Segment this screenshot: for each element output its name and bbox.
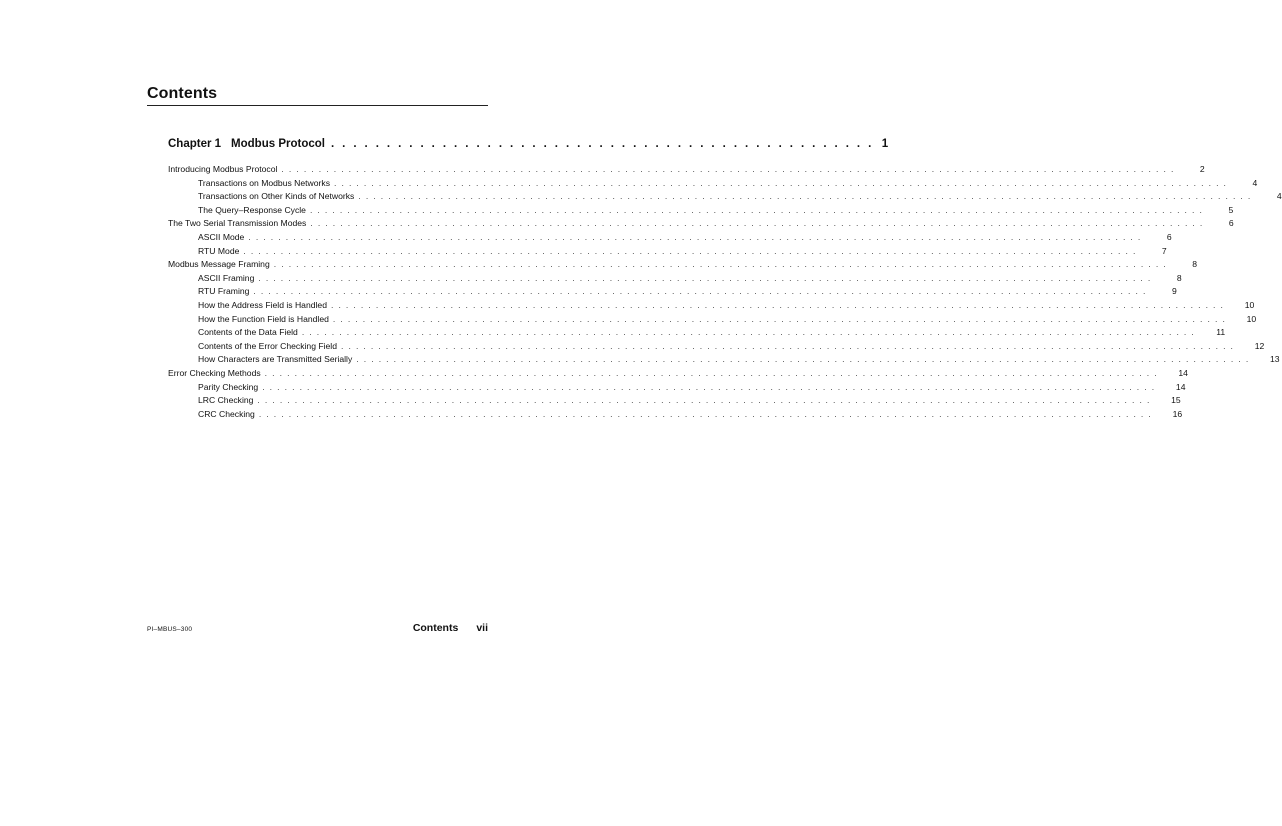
toc-entry[interactable] [168,259,1198,273]
dot-leader: . . . . . . . . . . . . . . . . . . . . . . . . . . . . . . . . . . . . . . . . . . . . . . . . . . . . . . . . . . . . . . . . . . . . . . . . . . . . . . . . . . . . . . . . . . . . . . . . . . . . . . . . . . . . . . . . . . . . . . . . [310,218,1204,229]
toc-entry-page-number: 11 [1216,327,1226,338]
dot-leader: . . . . . . . . . . . . . . . . . . . . . . . . . . . . . . . . . . . . . . . . . . . . . . . . . . . . . . . . . . . . . . . . . . . . . . . . . . . . . . . . . . . . . . . . . . . . . . . . . . . . . . . . . . . . . . . . . . . . . . . . [332,313,1227,324]
toc-entry[interactable] [168,367,1188,382]
toc-entry-page-number: 4 [1276,191,1282,202]
toc-entry-label: Transactions on Other Kinds of Networks [198,191,355,202]
toc-entry-page-number: 8 [1192,259,1198,270]
toc-entry[interactable] [168,286,1177,300]
toc-entry-label: Error Checking Methods [168,367,261,378]
chapter-title: Modbus Protocol [231,138,325,150]
toc-entry-label: Parity Checking [198,381,259,392]
dot-leader: . . . . . . . . . . . . . . . . . . . . . . . . . . . . . . . . . . . . . . . . . . . . . . . . . . . . . . . . . . . . . . . . . . . . . . . . . . . . . . . . . . . . . . . . . . . . . . . . . . . . . . . . . . . . . . . . . . . . . . . . [257,395,1151,406]
toc-entry-page-number: 9 [1171,286,1177,297]
toc-entry[interactable] [168,354,1280,368]
toc-entry-page-number: 10 [1244,299,1255,310]
dot-leader: . . . . . . . . . . . . . . . . . . . . . . . . . . . . . . . . . . . . . . . . . . . . . . . . . . . . . . . . . . . . . . . . . . . . . . . . . . . . . . . . . . . . . . . . . . . . . . . . . . . . . . . . . . . . . . . . . . . . . . . . [356,354,1250,365]
toc-entry-label: How Characters are Transmitted Serially [198,354,353,365]
footer-section [378,622,488,634]
dot-leader: . . . . . . . . . . . . . . . . . . . . . . . . . . . . . . . . . . . . . . . . . . . . . . . . . . . . . . . . . . . . . . . . . . . . . . . . . . . . . . . . . . . . . . . . . . . . . . . . . . . . . . . . . . . . . . . . . . . . . . . . [281,164,1175,174]
toc-entry-label: ASCII Framing [198,272,255,283]
toc-entry-label: Transactions on Modbus Networks [198,177,330,188]
toc-list [168,164,1282,422]
toc-entry[interactable] [168,327,1226,341]
toc-entry-label: How the Function Field is Handled [198,313,329,324]
heading-rule [147,105,488,106]
toc-entry-page-number: 14 [1178,367,1188,378]
dot-leader: . . . . . . . . . . . . . . . . . . . . . . . . . . . . . . . . . . . . . . . . . . . . . . . . . . . . . . . . . . . . . . . . . . . . . . . . . . . . . . . . . . . . . . . . . . . . . . . . . . . . . . . . . . . . . . . . . . . . . . . . [262,381,1156,392]
dot-leader: . . . . . . . . . . . . . . . . . . . . . . . . . . . . . . . . . . . . . . . . . . . . . . . . . . . . . . . . . . . . . . . . . . . . . . . . . . . . . . . . . . . . . . . . . . . . . . . . . . . . . . . . . . . . . . . . . . . . . . . . [243,245,1137,256]
toc-entry-page-number: 16 [1172,408,1183,419]
toc-entry[interactable] [168,164,1205,178]
dot-leader: . . . . . . . . . . . . . . . . . . . . . . . . . . . . . . . . . . . . . . . . . . . . . . . . . . . . . . . . . . . . . . . . . . . . . . . . . . . . . . . . . . . . . . . . . . . . . . . . . . . . . . . . . . . . . . . . . . . . . . . . [258,408,1153,419]
toc-entry[interactable] [168,313,1257,328]
toc-entry-page-number: 6 [1228,218,1234,229]
footer-page-number: vii [476,622,488,634]
toc-entry-label: LRC Checking [198,395,254,406]
chapter-page-number: 1 [881,138,889,150]
dot-leader: . . . . . . . . . . . . . . . . . . . . . . . . . . . . . . . . . . . . . . . . . . . . . . . . . . . . . . . . . . . . . . . . . . . . . . . . . . . . . . . . . . . . . . . . . . . . . . . . . . . . . . . . . . . . . . . . . . . . . . . . [253,286,1147,297]
toc-entry-page-number: 10 [1246,313,1257,324]
toc-entry-page-number: 8 [1176,272,1182,283]
dot-leader: . . . . . . . . . . . . . . . . . . . . . . . . . . . . . . . . . . . . . . . . . . . . . . . . . . . . . . . . . . . . . . . . . . . . . . . . . . . . . . . . . . . . . . . . . . . . . . . . . . . . . . . . . . . . . . . . . . . . . . . . [334,177,1228,188]
toc-entry-label: Modbus Message Framing [168,259,270,270]
toc-entry-label: RTU Framing [198,286,250,297]
dot-leader: . . . . . . . . . . . . . . . . . . . . . . . . . . . . . . . . . . . . . . . . . . . . . . . . . . . . . . . . . . . . . . . . . . . . . . . . . . . . . . . . . . . . . . . . . . . . . . . . . . . . . . . . . . . . . . . . . . . . . . . . [330,299,1225,310]
toc-entry[interactable] [168,340,1265,355]
dot-leader: . . . . . . . . . . . . . . . . . . . . . . . . . . . . . . . . . . . . . . . . . . . . . . . . . . . . . . . . . . . . . . . . . . . . . . . . . . . . . . . . . . . . . . . . . . . . . . . . . . . . . . . . . . . . . . . . . . . . . . . . [301,327,1196,338]
toc-chapter-entry[interactable] [168,138,889,154]
toc-entry-page-number: 6 [1166,231,1172,242]
toc-entry-label: Introducing Modbus Protocol [168,164,278,174]
dot-leader: . . . . . . . . . . . . . . . . . . . . . . . . . . . . . . . . . . . . . . . . . . . . . . . . . . . . . . . . . . . . . . . . . . . . . . . . . . . . . . . . . . . . . . . . . . . . . . . . . . . . . . . . . . . . . . . . . . . . . . . . [248,231,1142,242]
toc-entry-label: Contents of the Error Checking Field [198,340,337,351]
toc-entry-page-number: 12 [1254,340,1265,351]
toc-entry[interactable] [168,245,1167,260]
footer-doc-id: PI–MBUS–300 [147,626,193,633]
toc-entry[interactable] [168,177,1258,192]
dot-leader: . . . . . . . . . . . . . . . . . . . . . . . . . . . . . . . . . . . . . . . . . . . . . . . . . . . . . . . . . . . . . . . . . . . . . . . . . . . . . . . . . . . . . . . . . . . . . . . . . . . . . . . . . . . . . . . . . . . . . . . . [358,191,1252,202]
toc-entry[interactable] [168,191,1282,205]
dot-leader: . . . . . . . . . . . . . . . . . . . . . . . . . . . . . . . . . . . . . . . . . . . . . . . . . [330,138,874,150]
toc-entry-page-number: 4 [1252,177,1258,188]
toc-entry-label: RTU Mode [198,245,240,256]
toc-entry-label: CRC Checking [198,408,255,419]
page-title: Contents [147,85,218,102]
toc-entry[interactable] [168,408,1183,423]
toc-entry[interactable] [168,299,1255,314]
toc-entry-page-number: 2 [1199,164,1205,174]
toc-entry-page-number: 15 [1171,395,1181,406]
dot-leader: . . . . . . . . . . . . . . . . . . . . . . . . . . . . . . . . . . . . . . . . . . . . . . . . . . . . . . . . . . . . . . . . . . . . . . . . . . . . . . . . . . . . . . . . . . . . . . . . . . . . . . . . . . . . . . . . . . . . . . . . [309,204,1204,215]
toc-entry[interactable] [168,231,1172,246]
toc-entry-label: The Two Serial Transmission Modes [168,218,307,229]
dot-leader: . . . . . . . . . . . . . . . . . . . . . . . . . . . . . . . . . . . . . . . . . . . . . . . . . . . . . . . . . . . . . . . . . . . . . . . . . . . . . . . . . . . . . . . . . . . . . . . . . . . . . . . . . . . . . . . . . . . . . . . . [341,340,1235,351]
toc-entry-page-number: 13 [1270,354,1280,365]
toc-entry-label: Contents of the Data Field [198,327,298,338]
dot-leader: . . . . . . . . . . . . . . . . . . . . . . . . . . . . . . . . . . . . . . . . . . . . . . . . . . . . . . . . . . . . . . . . . . . . . . . . . . . . . . . . . . . . . . . . . . . . . . . . . . . . . . . . . . . . . . . . . . . . . . . . [264,367,1158,378]
toc-entry-label: ASCII Mode [198,231,245,242]
toc-entry-page-number: 14 [1175,381,1186,392]
dot-leader: . . . . . . . . . . . . . . . . . . . . . . . . . . . . . . . . . . . . . . . . . . . . . . . . . . . . . . . . . . . . . . . . . . . . . . . . . . . . . . . . . . . . . . . . . . . . . . . . . . . . . . . . . . . . . . . . . . . . . . . . [258,272,1152,283]
toc-entry-page-number: 7 [1161,245,1167,256]
toc-entry[interactable] [168,218,1234,232]
toc-entry-label: The Query–Response Cycle [198,204,306,215]
toc-entry[interactable] [168,204,1234,219]
toc-entry[interactable] [168,381,1186,396]
footer-section-title: Contents [412,622,459,634]
toc-entry-page-number: 5 [1228,204,1234,215]
toc-entry[interactable] [168,272,1182,287]
chapter-number: Chapter 1 [168,138,222,150]
toc-entry[interactable] [168,395,1181,409]
toc-entry-label: How the Address Field is Handled [198,299,327,310]
dot-leader: . . . . . . . . . . . . . . . . . . . . . . . . . . . . . . . . . . . . . . . . . . . . . . . . . . . . . . . . . . . . . . . . . . . . . . . . . . . . . . . . . . . . . . . . . . . . . . . . . . . . . . . . . . . . . . . . . . . . . . . . [273,259,1168,270]
